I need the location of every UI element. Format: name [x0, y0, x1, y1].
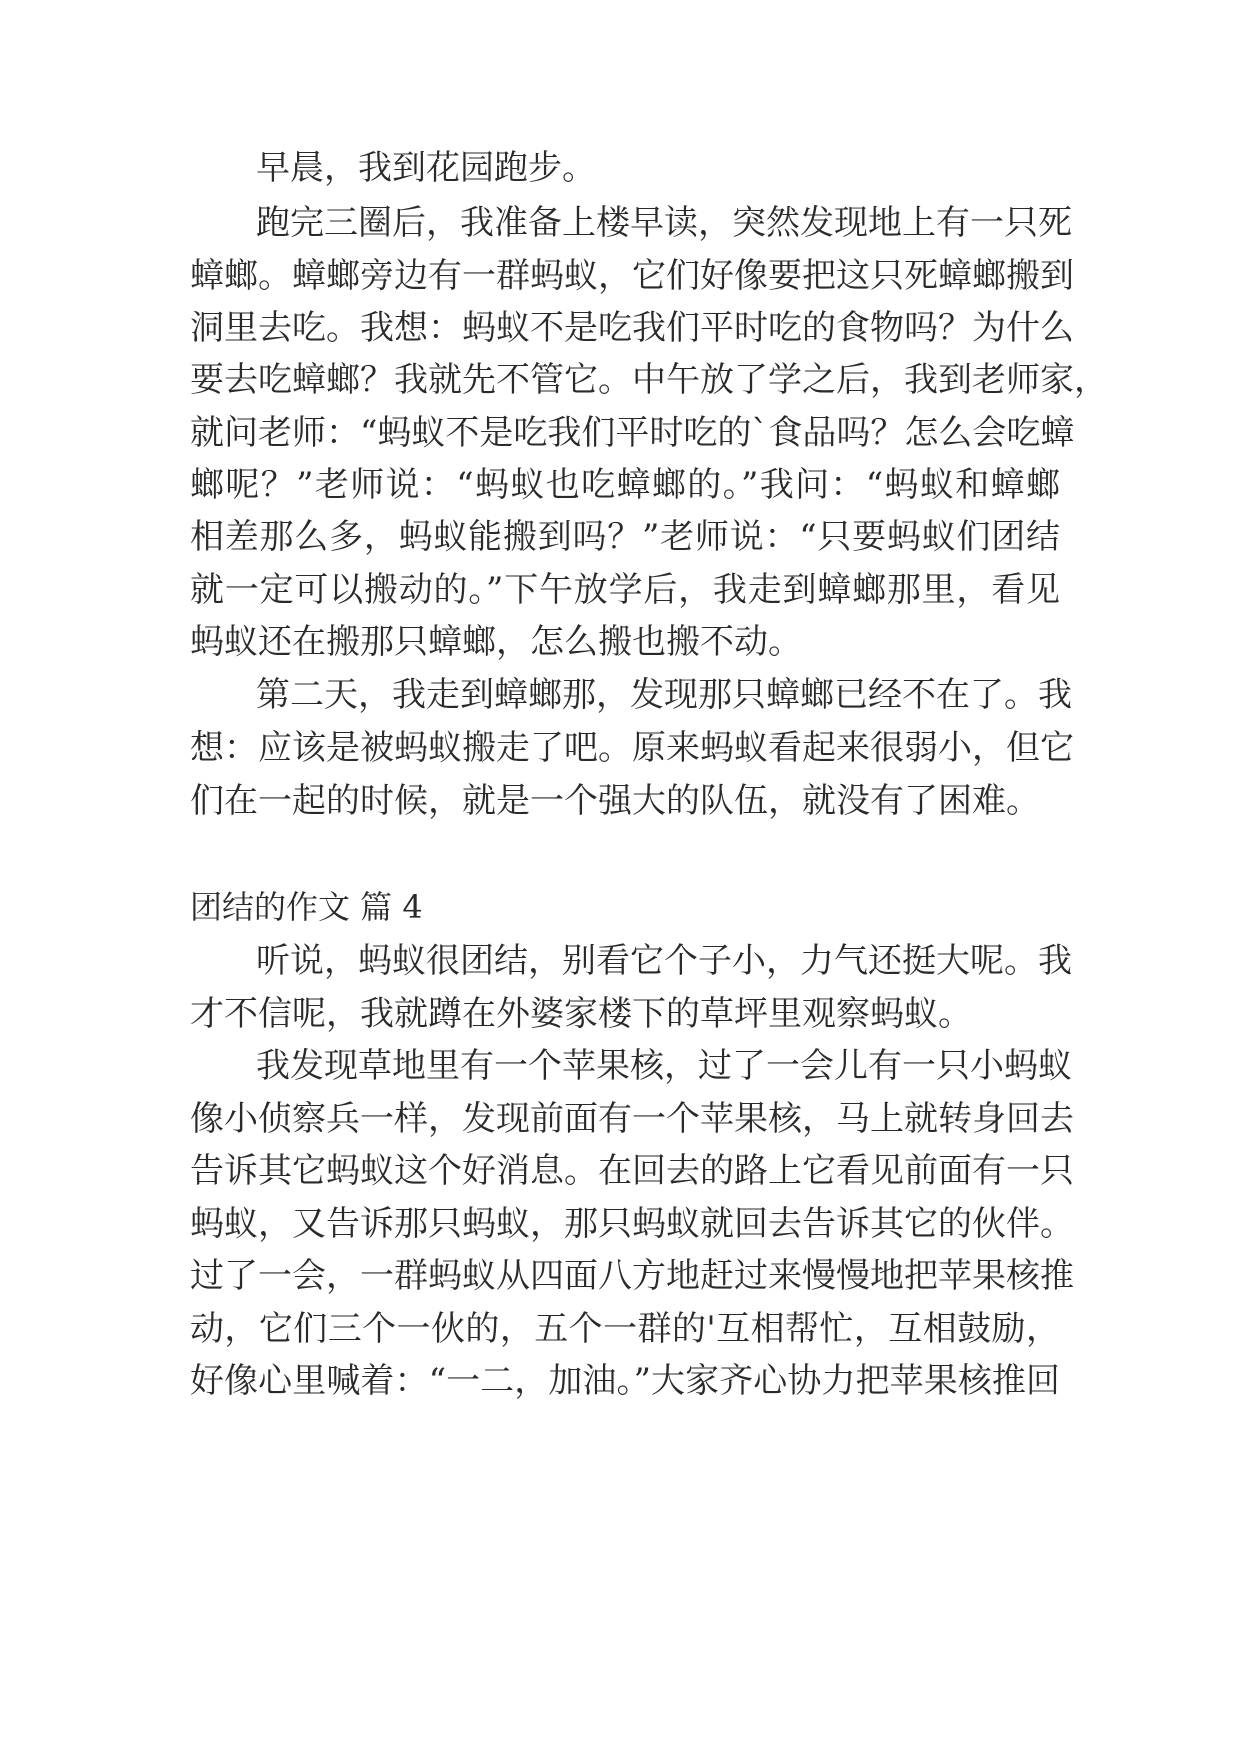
paragraph-line: 洞里去吃。我想：蚂蚁不是吃我们平时吃的食物吗？为什么 — [190, 308, 1074, 348]
paragraph-line: 早晨，我到花园跑步。 — [256, 148, 596, 188]
paragraph-line: 动，它们三个一伙的，五个一群的'互相帮忙，互相鼓励， — [190, 1309, 1060, 1349]
paragraph-line: 就一定可以搬动的。”下午放学后，我走到蟑螂那里，看见 — [190, 570, 1060, 610]
paragraph-line: 螂呢？”老师说：“蚂蚁也吃蟑螂的。”我问：“蚂蚁和蟑螂 — [190, 465, 1060, 505]
paragraph-line: 蟑螂。蟑螂旁边有一群蚂蚁，它们好像要把这只死蟑螂搬到 — [190, 256, 1074, 296]
paragraph-line: 跑完三圈后，我准备上楼早读，突然发现地上有一只死 — [256, 203, 1072, 243]
paragraph-line: 相差那么多，蚂蚁能搬到吗？”老师说：“只要蚂蚁们团结 — [190, 517, 1060, 557]
paragraph-line: 就问老师：“蚂蚁不是吃我们平时吃的`食品吗？怎么会吃蟑 — [190, 413, 1075, 453]
paragraph-line: 告诉其它蚂蚁这个好消息。在回去的路上它看见前面有一只 — [190, 1151, 1074, 1191]
paragraph-line: 要去吃蟑螂？我就先不管它。中午放了学之后，我到老师家， — [190, 360, 1108, 400]
paragraph-line: 想：应该是被蚂蚁搬走了吧。原来蚂蚁看起来很弱小，但它 — [190, 728, 1074, 768]
paragraph-line: 好像心里喊着：“一二，加油。”大家齐心协力把苹果核推回 — [190, 1361, 1060, 1401]
paragraph-line: 才不信呢，我就蹲在外婆家楼下的草坪里观察蚂蚁。 — [190, 994, 972, 1034]
paragraph-line: 们在一起的时候，就是一个强大的队伍，就没有了困难。 — [190, 781, 1040, 821]
paragraph-line: 蚂蚁，又告诉那只蚂蚁，那只蚂蚁就回去告诉其它的伙伴。 — [190, 1204, 1074, 1244]
paragraph-line: 第二天，我走到蟑螂那，发现那只蟑螂已经不在了。我 — [256, 675, 1072, 715]
paragraph-line: 过了一会，一群蚂蚁从四面八方地赶过来慢慢地把苹果核推 — [190, 1256, 1074, 1296]
paragraph-line: 像小侦察兵一样，发现前面有一个苹果核，马上就转身回去 — [190, 1099, 1074, 1139]
section-heading: 团结的作文 篇 4 — [190, 888, 423, 926]
paragraph-line: 蚂蚁还在搬那只蟑螂，怎么搬也搬不动。 — [190, 622, 802, 662]
paragraph-line: 听说，蚂蚁很团结，别看它个子小，力气还挺大呢。我 — [256, 941, 1072, 981]
paragraph-line: 我发现草地里有一个苹果核，过了一会儿有一只小蚂蚁 — [256, 1046, 1072, 1086]
